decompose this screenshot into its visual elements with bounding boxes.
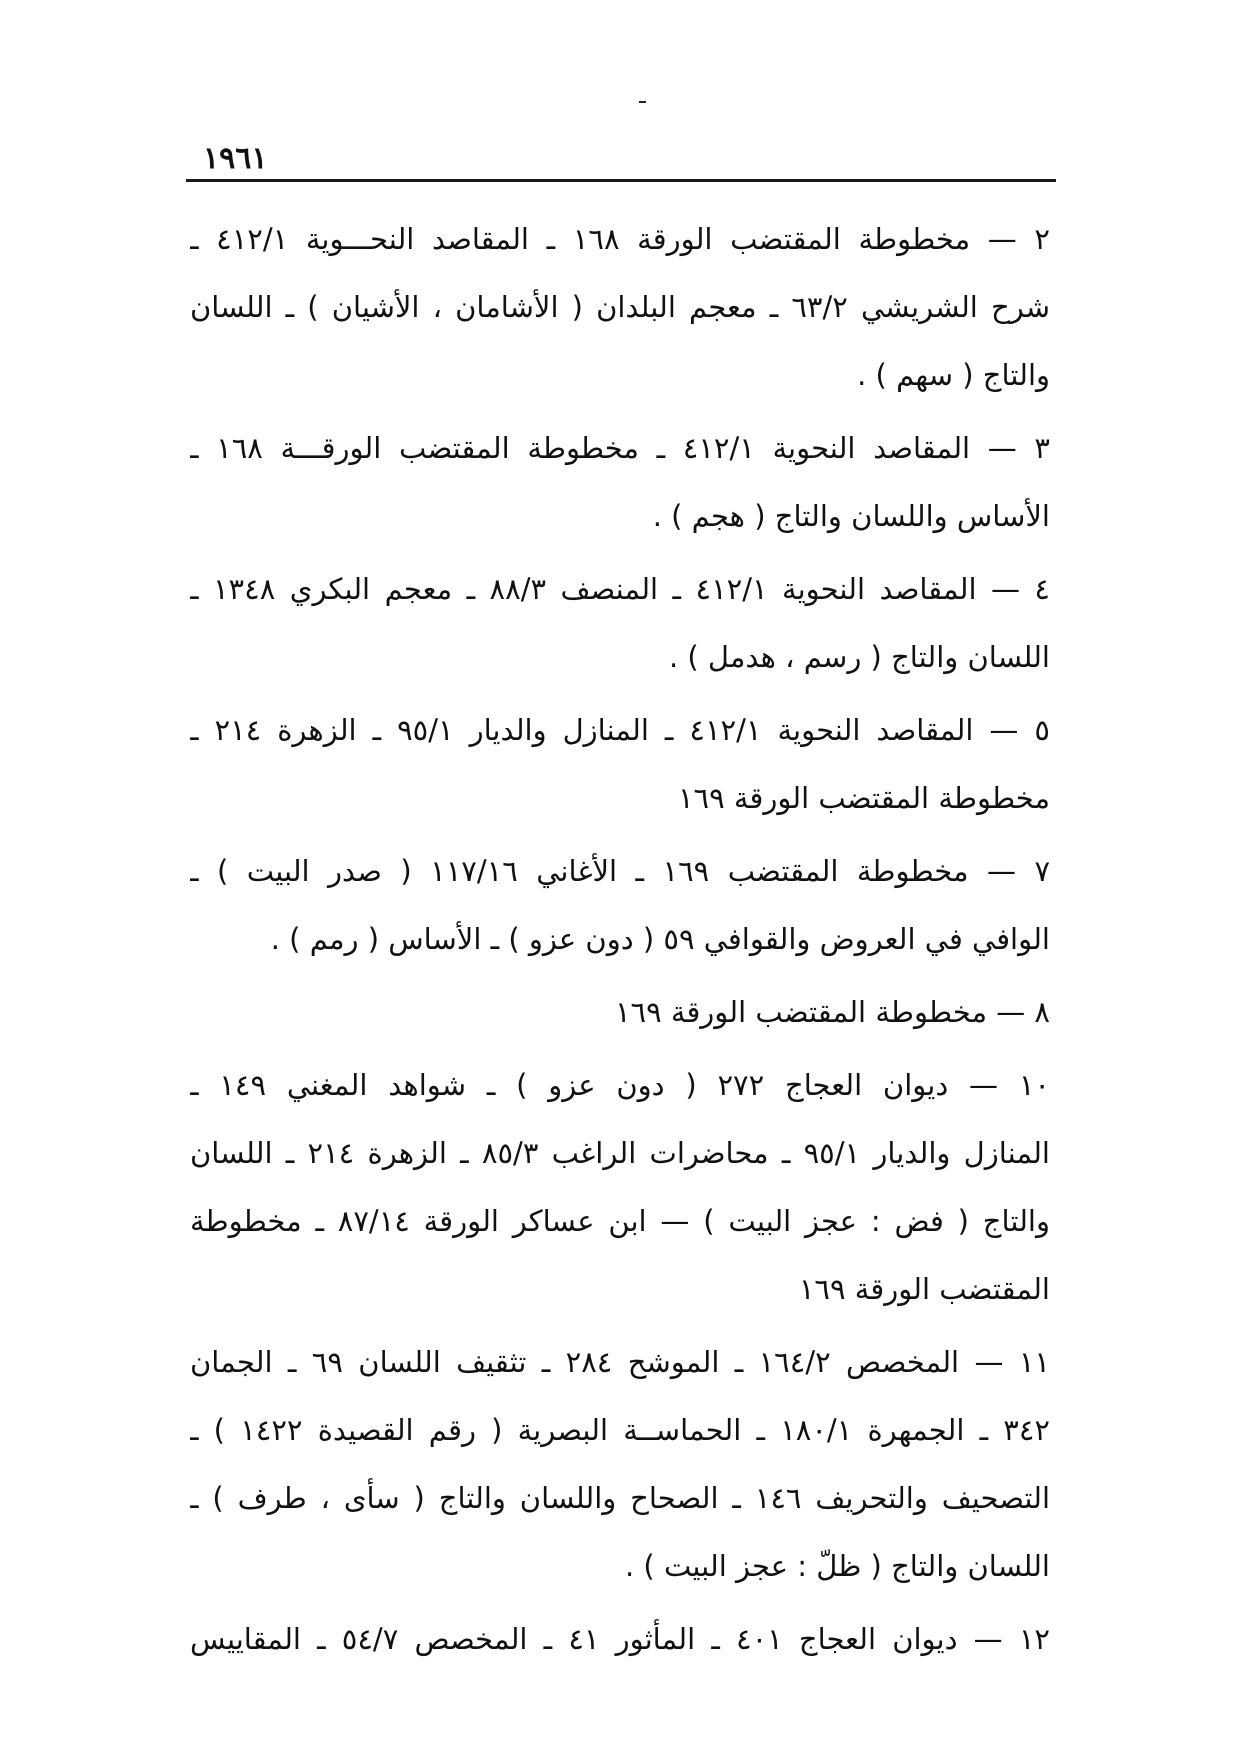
- text-line: ٣٤٢ ـ الجمهرة ١٨٠/١ ـ الحماســة البصرية ( رقم القصيدة ١٤٢٢ ) ـ: [190, 1413, 1050, 1447]
- text-line: اللسان والتاج ( ظلّ : عجز البيت ) .: [624, 1549, 1050, 1583]
- page-number: ١٩٦١: [203, 141, 268, 176]
- text-line: ١١ — المخصص ١٦٤/٢ ـ الموشح ٢٨٤ ـ تثقيف اللسان ٦٩ ـ الجمان: [190, 1345, 1050, 1379]
- text-line: اللسان والتاج ( رسم ، هدمل ) .: [668, 640, 1050, 674]
- text-line: مخطوطة المقتضب الورقة ١٦٩: [677, 781, 1050, 815]
- text-line: والتاج ( فض : عجز البيت ) — ابن عساكر الورقة ٨٧/١٤ ـ مخطوطة: [190, 1204, 1050, 1238]
- text-line: شرح الشريشي ٦٣/٢ ـ معجم البلدان ( الأشامان ، الأشيان ) ـ اللسان: [190, 290, 1050, 324]
- text-line: ٢ — مخطوطة المقتضب الورقة ١٦٨ ـ المقاصد النحـــوية ٤١٢/١ ـ: [190, 222, 1050, 256]
- text-line: ٥ — المقاصد النحوية ٤١٢/١ ـ المنازل والديار ٩٥/١ ـ الزهرة ٢١٤ ـ: [190, 713, 1050, 747]
- text-line: المقتضب الورقة ١٦٩: [798, 1272, 1050, 1306]
- speck-mark: [639, 101, 646, 103]
- text-line: ٤ — المقاصد النحوية ٤١٢/١ ـ المنصف ٨٨/٣ ـ معجم البكري ١٣٤٨ ـ: [190, 572, 1050, 606]
- text-line: ٣ — المقاصد النحوية ٤١٢/١ ـ مخطوطة المقتضب الورقـــة ١٦٨ ـ: [190, 431, 1050, 465]
- text-line: والتاج ( سهم ) .: [857, 358, 1050, 392]
- text-line: الأساس واللسان والتاج ( هجم ) .: [652, 499, 1050, 533]
- text-line: المنازل والديار ٩٥/١ ـ محاضرات الراغب ٨٥/٣ ـ الزهرة ٢١٤ ـ اللسان: [190, 1136, 1050, 1170]
- text-line: التصحيف والتحريف ١٤٦ ـ الصحاح واللسان والتاج ( سأى ، طرف ) ـ: [190, 1481, 1050, 1515]
- header-rule: [186, 179, 1056, 182]
- text-line: ١٠ — ديوان العجاج ٢٧٢ ( دون عزو ) ـ شواهد المغني ١٤٩ ـ: [190, 1068, 1050, 1102]
- text-line: ٨ — مخطوطة المقتضب الورقة ١٦٩: [614, 995, 1050, 1029]
- footnote-lines: [190, 205, 1050, 1673]
- text-line: ٧ — مخطوطة المقتضب ١٦٩ ـ الأغاني ١١٧/١٦ ( صدر البيت ) ـ: [190, 854, 1050, 888]
- text-line: ١٢ — ديوان العجاج ٤٠١ ـ المأثور ٤١ ـ المخصص ٥٤/٧ ـ المقاييس: [190, 1622, 1050, 1656]
- text-line: الوافي في العروض والقوافي ٥٩ ( دون عزو ) ـ الأساس ( رمم ) .: [270, 922, 1050, 956]
